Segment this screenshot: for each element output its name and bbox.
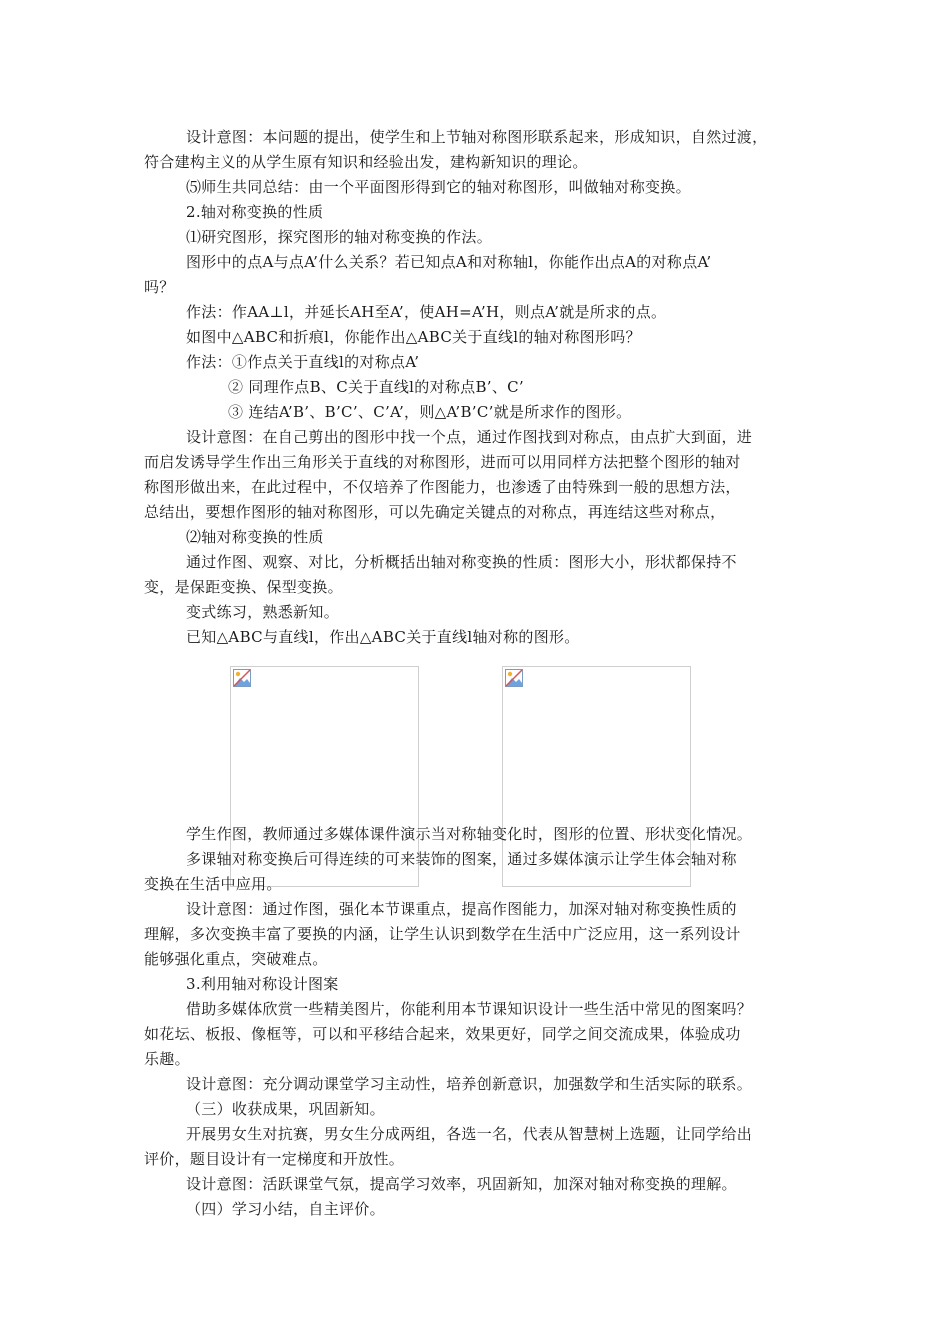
text-line: 如图中△ABC和折痕l，你能作出△ABC关于直线l的轴对称图形吗？ [186,328,641,346]
text-line: 称图形做出来，在此过程中，不仅培养了作图能力，也渗透了由特殊到一般的思想方法， [144,478,741,496]
text-line: 作法：①作点关于直线l的对称点A’ [186,353,420,371]
text-line: 设计意图：本问题的提出，使学生和上节轴对称图形联系起来，形成知识，自然过渡， [186,128,768,146]
text-line: 学生作图，教师通过多媒体课件演示当对称轴变化时，图形的位置、形状变化情况。 [186,825,753,843]
text-line: 符合建构主义的从学生原有知识和经验出发，建构新知识的理论。 [144,153,588,171]
text-line: 总结出，要想作图形的轴对称图形，可以先确定关键点的对称点，再连结这些对称点， [144,503,726,521]
text-line: 已知△ABC与直线l，作出△ABC关于直线l轴对称的图形。 [186,628,580,646]
text-line: 变式练习，熟悉新知。 [186,603,340,621]
text-line: 吗？ [144,278,175,296]
text-line: ③ 连结A’B’、B’C’、C’A’，则△A’B’C’就是所求作的图形。 [228,403,632,421]
text-line: 图形中的点A与点A’什么关系？若已知点A和对称轴l，你能作出点A的对称点A’ [186,253,712,271]
broken-image-icon [505,669,523,687]
text-line: ⑵轴对称变换的性质 [186,528,324,546]
text-line: 变，是保距变换、保型变换。 [144,578,343,596]
text-line: 借助多媒体欣赏一些精美图片，你能利用本节课知识设计一些生活中常见的图案吗？ [186,1000,753,1018]
text-line: 乐趣。 [144,1050,190,1068]
text-line: ⑸师生共同总结：由一个平面图形得到它的轴对称图形，叫做轴对称变换。 [186,178,691,196]
text-line: 评价，题目设计有一定梯度和开放性。 [144,1150,405,1168]
section-heading: （四）学习小结，自主评价。 [186,1200,385,1218]
text-line: 设计意图：活跃课堂气氛，提高学习效率，巩固新知，加深对轴对称变换的理解。 [186,1175,737,1193]
text-line: 作法：作AA⊥l，并延长AH至A’，使AH=A’H，则点A’就是所求的点。 [186,303,667,321]
text-line: 设计意图：通过作图，强化本节课重点，提高作图能力，加深对轴对称变换性质的 [186,900,737,918]
text-line: 而启发诱导学生作出三角形关于直线的对称图形，进而可以用同样方法把整个图形的轴对 [144,453,741,471]
text-line: 理解，多次变换丰富了要换的内涵，让学生认识到数学在生活中广泛应用，这一系列设计 [144,925,741,943]
section-heading: （三）收获成果，巩固新知。 [186,1100,385,1118]
text-line: 如花坛、板报、像框等，可以和平移结合起来，效果更好，同学之间交流成果，体验成功 [144,1025,741,1043]
text-line: 变换在生活中应用。 [144,875,282,893]
text-line: 多课轴对称变换后可得连续的可来装饰的图案，通过多媒体演示让学生体会轴对称 [186,850,737,868]
text-line: ⑴研究图形，探究图形的轴对称变换的作法。 [186,228,493,246]
text-line: 能够强化重点，突破难点。 [144,950,328,968]
text-line: 设计意图：在自己剪出的图形中找一个点，通过作图找到对称点，由点扩大到面，进 [186,428,753,446]
text-line: 通过作图、观察、对比，分析概括出轴对称变换的性质：图形大小，形状都保持不 [186,553,737,571]
section-heading: 2.轴对称变换的性质 [186,203,324,221]
section-heading: 3.利用轴对称设计图案 [186,975,339,993]
text-line: 开展男女生对抗赛，男女生分成两组，各选一名，代表从智慧树上选题，让同学给出 [186,1125,753,1143]
broken-image-icon [233,669,251,687]
text-line: 设计意图：充分调动课堂学习主动性，培养创新意识，加强数学和生活实际的联系。 [186,1075,753,1093]
text-line: ② 同理作点B、C关于直线l的对称点B’、C’ [228,378,525,396]
